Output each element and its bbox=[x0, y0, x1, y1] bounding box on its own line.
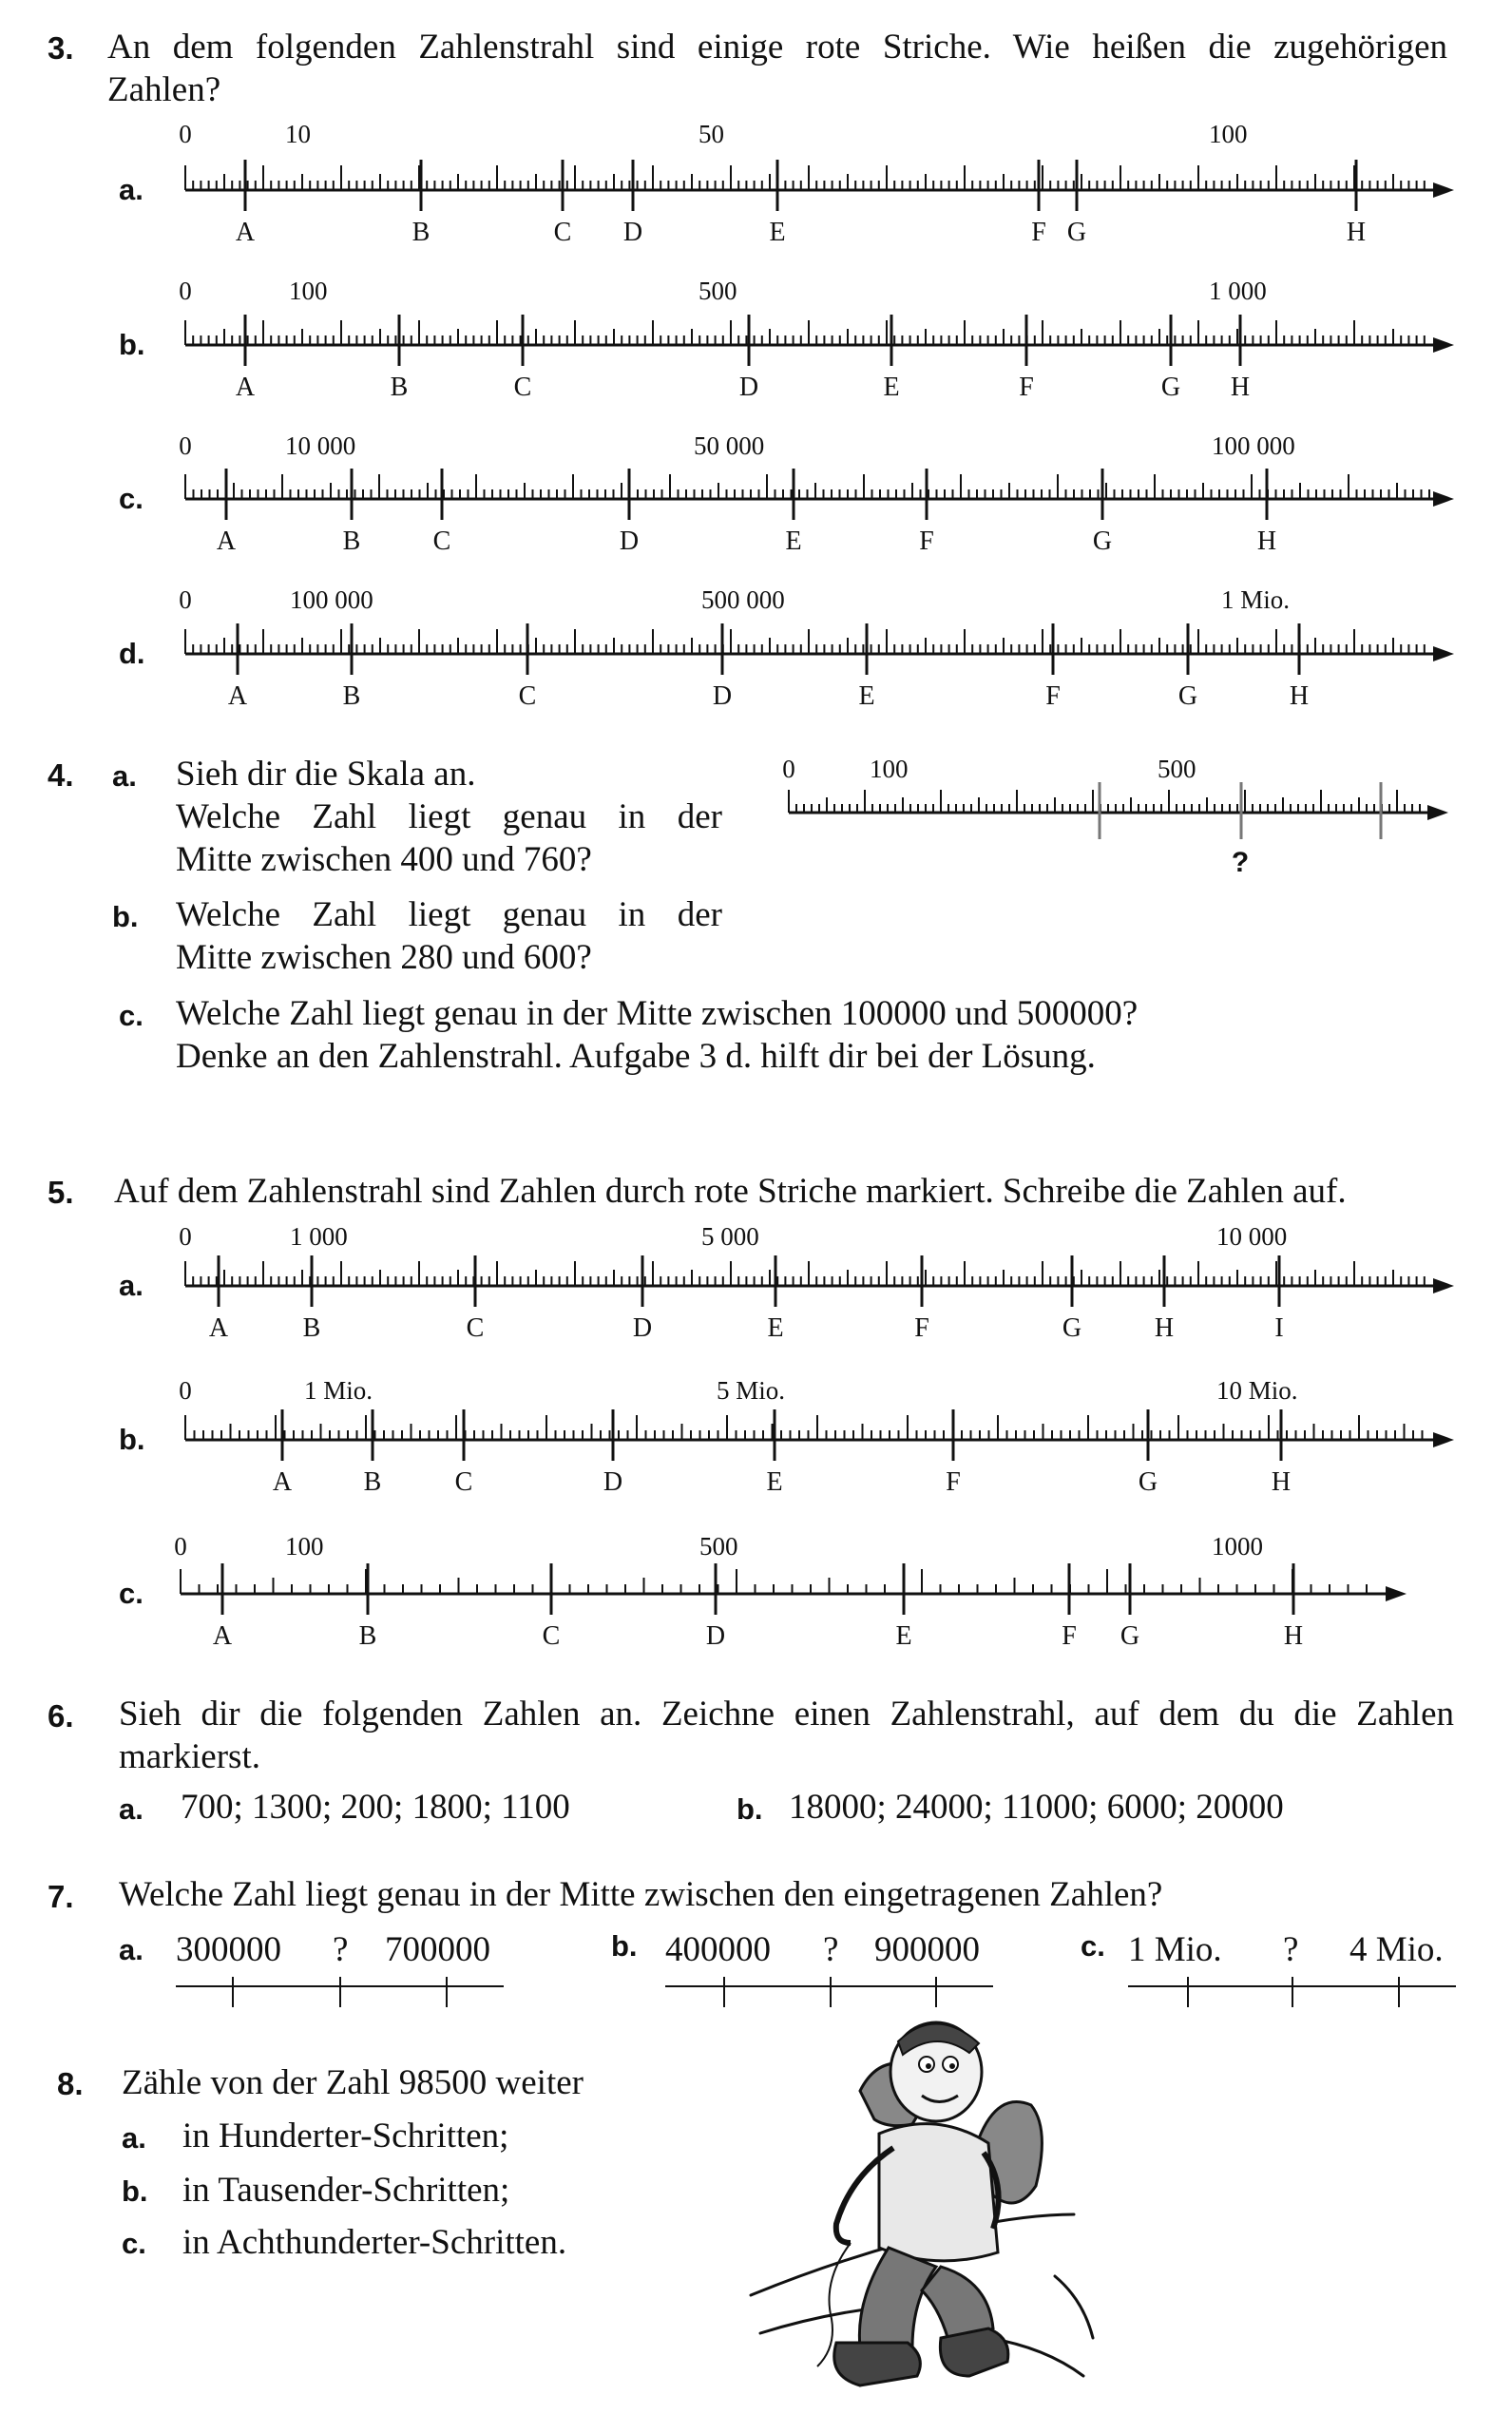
t5b-letter-A: A bbox=[272, 1467, 293, 1497]
task-5-number: 5. bbox=[48, 1175, 74, 1210]
task-7a-question: ? bbox=[333, 1930, 349, 1969]
t3c-letter-B: B bbox=[342, 527, 361, 556]
task-5-line-1: Auf dem Zahlenstrahl sind Zahlen durch rote Striche markiert. Schreibe die Zahlen auf. bbox=[114, 1172, 1347, 1211]
task-7c-question: ? bbox=[1283, 1930, 1299, 1969]
task-8a-label: a. bbox=[122, 2121, 146, 2155]
t3b-sub-label: b. bbox=[119, 328, 145, 361]
t3c-letter-A: A bbox=[216, 527, 237, 556]
t5b-sub-label: b. bbox=[119, 1423, 145, 1456]
t3a-letter-A: A bbox=[235, 218, 256, 247]
t5b-letter-G: G bbox=[1138, 1467, 1158, 1497]
t5a-sub-label: a. bbox=[119, 1269, 144, 1302]
task-6a-values: 700; 1300; 200; 1800; 1100 bbox=[181, 1788, 570, 1827]
t3a-letter-H: H bbox=[1346, 218, 1367, 247]
t5a-letter-B: B bbox=[302, 1313, 321, 1343]
t5b-letter-D: D bbox=[603, 1467, 623, 1497]
t3b-letter-G: G bbox=[1160, 373, 1181, 402]
t3d-top-label: 0 bbox=[179, 585, 192, 614]
t5b-letter-E: E bbox=[766, 1467, 783, 1497]
t5a-top-label: 5 000 bbox=[701, 1222, 759, 1251]
t5c-top-label: 500 bbox=[699, 1532, 738, 1561]
t3c-letter-D: D bbox=[619, 527, 640, 556]
t5c-letter-C: C bbox=[542, 1621, 561, 1651]
t5b-letter-C: C bbox=[454, 1467, 473, 1497]
hiker-torso bbox=[879, 2124, 998, 2261]
t3a-letter-F: F bbox=[1031, 218, 1046, 247]
t5c-letter-D: D bbox=[705, 1621, 726, 1651]
t5c-letter-A: A bbox=[212, 1621, 233, 1651]
task-4b-line-2: Mitte zwischen 280 und 600? bbox=[176, 938, 592, 977]
t3b-letter-C: C bbox=[513, 373, 532, 402]
task-7b-question: ? bbox=[823, 1930, 839, 1969]
t3a-letter-E: E bbox=[769, 218, 786, 247]
ground-line-4 bbox=[1055, 2276, 1093, 2338]
t3b-top-label: 1 000 bbox=[1209, 277, 1267, 305]
task-6-number: 6. bbox=[48, 1698, 74, 1734]
t3a-letter-C: C bbox=[553, 218, 572, 247]
t3a-letter-G: G bbox=[1066, 218, 1087, 247]
t3d-letter-D: D bbox=[712, 681, 733, 711]
t4-top-label: 0 bbox=[782, 755, 795, 783]
t3b-top-label: 500 bbox=[699, 277, 737, 305]
t3d-letter-B: B bbox=[342, 681, 361, 711]
t3b-letter-E: E bbox=[883, 373, 900, 402]
t5a-top-label: 1 000 bbox=[290, 1222, 348, 1251]
task-8c-text: in Achthunderter-Schritten. bbox=[182, 2223, 567, 2262]
t4-question-mark: ? bbox=[1231, 847, 1250, 878]
task-7-number: 7. bbox=[48, 1879, 74, 1914]
task-4a-label: a. bbox=[112, 759, 137, 793]
task-8b-label: b. bbox=[122, 2174, 148, 2208]
t3c-top-label: 50 000 bbox=[694, 431, 765, 460]
t5c-top-label: 1000 bbox=[1212, 1532, 1263, 1561]
task-7b-left: 400000 bbox=[665, 1930, 771, 1969]
task-4a-line-3: Mitte zwischen 400 und 760? bbox=[176, 840, 592, 879]
task-8b-text: in Tausender-Schritten; bbox=[182, 2171, 510, 2210]
task-4b-line-1: Welche Zahl liegt genau in der bbox=[176, 895, 722, 934]
t3a-top-label: 0 bbox=[179, 120, 192, 148]
t5b-top-label: 10 Mio. bbox=[1216, 1376, 1298, 1405]
task-7b-right: 900000 bbox=[874, 1930, 980, 1969]
t3d-top-label: 500 000 bbox=[701, 585, 785, 614]
t3d-letter-E: E bbox=[858, 681, 875, 711]
task-6b-label: b. bbox=[737, 1792, 763, 1826]
task-6b-values: 18000; 24000; 11000; 6000; 20000 bbox=[789, 1788, 1284, 1827]
t3c-top-label: 10 000 bbox=[285, 431, 356, 460]
hiker-leg-left bbox=[859, 2248, 936, 2347]
task-8-number: 8. bbox=[57, 2066, 84, 2101]
hiker-figure bbox=[817, 2022, 1042, 2385]
t3a-top-label: 100 bbox=[1209, 120, 1248, 148]
task-8-line-1: Zähle von der Zahl 98500 weiter bbox=[122, 2063, 584, 2102]
t3c-letter-E: E bbox=[785, 527, 802, 556]
t5c-letter-E: E bbox=[895, 1621, 912, 1651]
t3c-letter-F: F bbox=[919, 527, 934, 556]
t5c-top-label: 0 bbox=[174, 1532, 187, 1561]
hiker-boot-left bbox=[834, 2343, 921, 2385]
t3b-letter-F: F bbox=[1019, 373, 1034, 402]
t5c-letter-B: B bbox=[358, 1621, 377, 1651]
task-4a-line-2: Welche Zahl liegt genau in der bbox=[176, 797, 722, 836]
t3d-letter-C: C bbox=[518, 681, 537, 711]
task-7c-left: 1 Mio. bbox=[1128, 1930, 1222, 1969]
task-7a-right: 700000 bbox=[385, 1930, 490, 1969]
task-7a-label: a. bbox=[119, 1933, 144, 1966]
t5c-letter-H: H bbox=[1283, 1621, 1304, 1651]
t3a-letter-D: D bbox=[622, 218, 643, 247]
task-4-number: 4. bbox=[48, 757, 74, 793]
task-4c-line-2: Denke an den Zahlenstrahl. Aufgabe 3 d. hilft dir bei der Lösung. bbox=[176, 1037, 1096, 1076]
task-7a-left: 300000 bbox=[176, 1930, 281, 1969]
t3a-top-label: 10 bbox=[285, 120, 311, 148]
t5c-letter-G: G bbox=[1120, 1621, 1140, 1651]
t3d-letter-A: A bbox=[227, 681, 248, 711]
t3d-letter-F: F bbox=[1045, 681, 1061, 711]
t5b-top-label: 1 Mio. bbox=[304, 1376, 373, 1405]
hiker-boot-right bbox=[940, 2328, 1007, 2376]
t5a-letter-C: C bbox=[466, 1313, 485, 1343]
t5a-letter-G: G bbox=[1062, 1313, 1082, 1343]
t3d-top-label: 1 Mio. bbox=[1221, 585, 1291, 614]
task-3-number: 3. bbox=[48, 30, 74, 66]
t3c-top-label: 100 000 bbox=[1212, 431, 1295, 460]
task-7b-label: b. bbox=[611, 1929, 638, 1963]
t3d-letter-G: G bbox=[1177, 681, 1198, 711]
t5a-letter-A: A bbox=[208, 1313, 229, 1343]
t5a-letter-E: E bbox=[767, 1313, 784, 1343]
task-6a-label: a. bbox=[119, 1792, 144, 1826]
task-3-line-2: Zahlen? bbox=[107, 70, 221, 109]
task-3-line-1: An dem folgenden Zahlenstrahl sind einige rote Striche. Wie heißen die zugehörigen bbox=[107, 28, 1447, 67]
task-7c-right: 4 Mio. bbox=[1349, 1930, 1444, 1969]
t3b-letter-B: B bbox=[390, 373, 409, 402]
task-4c-label: c. bbox=[119, 999, 144, 1032]
task-4b-label: b. bbox=[112, 900, 139, 933]
t5c-letter-F: F bbox=[1062, 1621, 1077, 1651]
t5b-top-label: 5 Mio. bbox=[717, 1376, 786, 1405]
t3c-letter-H: H bbox=[1256, 527, 1277, 556]
task-8c-label: c. bbox=[122, 2227, 146, 2260]
t3a-sub-label: a. bbox=[119, 173, 144, 206]
t4-top-label: 100 bbox=[870, 755, 909, 783]
t5b-letter-F: F bbox=[946, 1467, 961, 1497]
t3b-letter-D: D bbox=[738, 373, 759, 402]
t3b-top-label: 100 bbox=[289, 277, 328, 305]
t3b-top-label: 0 bbox=[179, 277, 192, 305]
task-6-line-1: Sieh dir die folgenden Zahlen an. Zeichne einen Zahlenstrahl, auf dem du die Zahlen bbox=[119, 1695, 1454, 1734]
t3b-letter-A: A bbox=[235, 373, 256, 402]
t5a-letter-I: I bbox=[1274, 1313, 1284, 1343]
task-7-line-1: Welche Zahl liegt genau in der Mitte zwischen den eingetragenen Zahlen? bbox=[119, 1875, 1163, 1914]
t3a-top-label: 50 bbox=[699, 120, 724, 148]
t5c-sub-label: c. bbox=[119, 1577, 144, 1610]
t3c-sub-label: c. bbox=[119, 482, 144, 515]
t5b-letter-B: B bbox=[363, 1467, 382, 1497]
task-4a-line-1: Sieh dir die Skala an. bbox=[176, 755, 476, 794]
t3d-letter-H: H bbox=[1289, 681, 1310, 711]
t5a-letter-D: D bbox=[632, 1313, 653, 1343]
t5a-letter-F: F bbox=[914, 1313, 929, 1343]
t4-top-label: 500 bbox=[1158, 755, 1196, 783]
t3d-top-label: 100 000 bbox=[290, 585, 373, 614]
task-6-line-2: markierst. bbox=[119, 1737, 260, 1776]
t5a-letter-H: H bbox=[1154, 1313, 1175, 1343]
t3b-letter-H: H bbox=[1230, 373, 1251, 402]
t3a-letter-B: B bbox=[411, 218, 431, 247]
t3d-sub-label: d. bbox=[119, 637, 145, 670]
t5b-letter-H: H bbox=[1271, 1467, 1292, 1497]
t3c-top-label: 0 bbox=[179, 431, 192, 460]
t5b-top-label: 0 bbox=[179, 1376, 192, 1405]
task-7c-label: c. bbox=[1081, 1929, 1105, 1963]
t5c-top-label: 100 bbox=[285, 1532, 324, 1561]
t5a-top-label: 0 bbox=[179, 1222, 192, 1251]
task-8a-text: in Hunderter-Schritten; bbox=[182, 2117, 509, 2155]
task-4c-line-1: Welche Zahl liegt genau in der Mitte zwischen 100000 und 500000? bbox=[176, 994, 1139, 1033]
t5a-top-label: 10 000 bbox=[1216, 1222, 1288, 1251]
t3c-letter-G: G bbox=[1092, 527, 1113, 556]
t3c-letter-C: C bbox=[432, 527, 451, 556]
